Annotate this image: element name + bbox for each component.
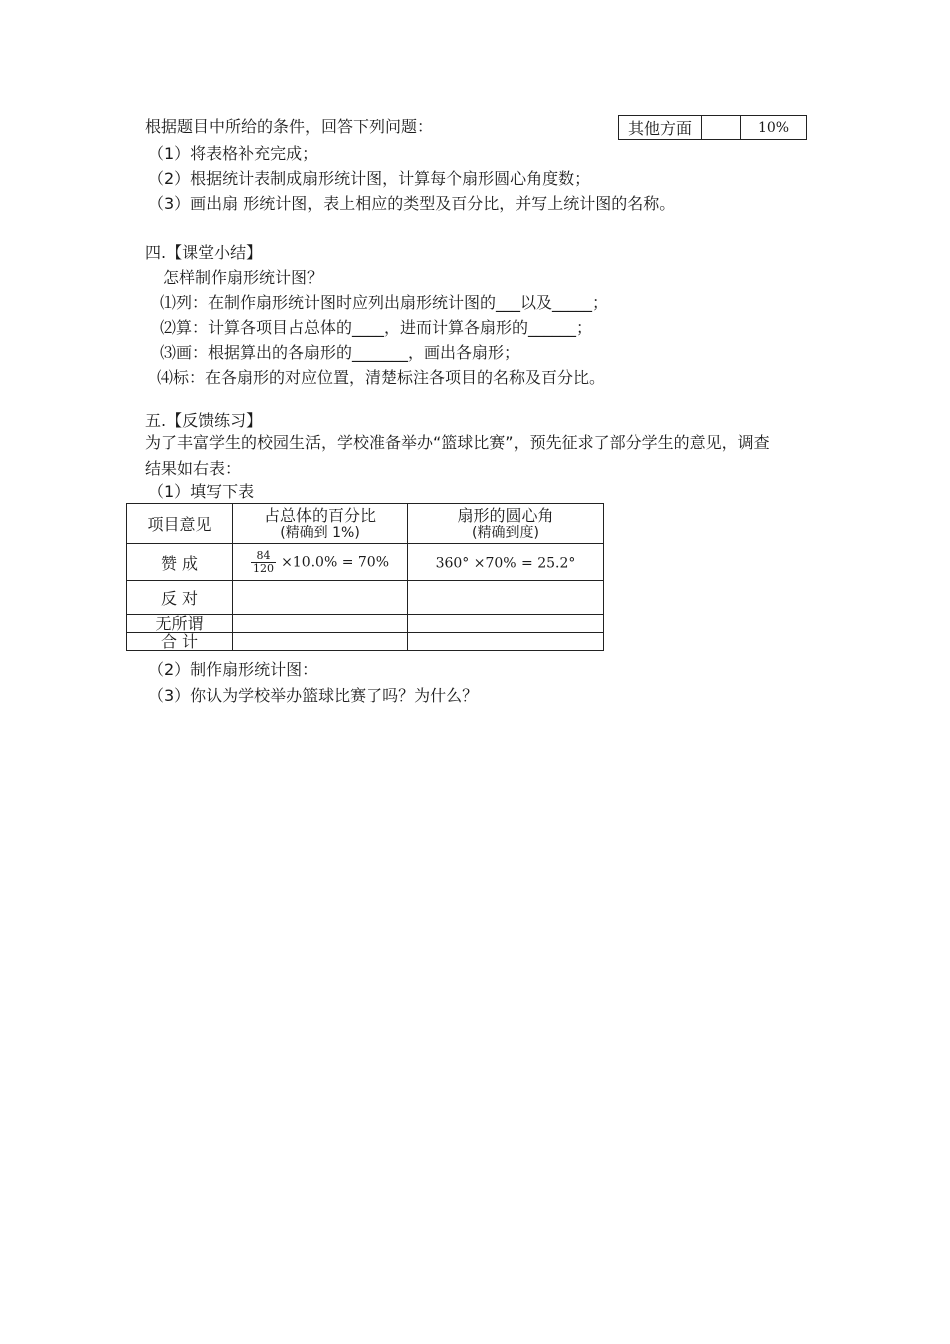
- table-row: [127, 615, 604, 633]
- summary-step-1: ⑴列：在制作扇形统计图时应列出扇形统计图的___以及_____；: [160, 293, 609, 312]
- summary-heading: 四.【课堂小结】: [145, 243, 263, 262]
- angle-cell: [408, 633, 604, 651]
- other-aspects-table: [618, 115, 807, 140]
- percentage-formula: ×10.0% = 70%: [281, 554, 390, 570]
- feedback-question-3: （3）你认为学校举办篮球比赛了吗？为什么？: [148, 686, 479, 705]
- summary-step-4: ⑷标：在各扇形的对应位置，清楚标注各项目的名称及百分比。: [157, 368, 606, 387]
- table-row: [127, 544, 604, 581]
- header-percentage-sub: (精确到 1%): [280, 524, 360, 541]
- header-item-opinion: 项目意见: [127, 504, 233, 544]
- angle-cell: [408, 544, 604, 581]
- angle-cell: [408, 581, 604, 615]
- row-label: 反 对: [127, 581, 233, 615]
- row-label: 无所谓: [127, 615, 233, 633]
- row-label: 合 计: [127, 633, 233, 651]
- feedback-table: [126, 503, 604, 651]
- summary-step-2: ⑵算：计算各项目占总体的____，进而计算各扇形的______；: [160, 318, 593, 337]
- angle-formula: 360° ×70% = 25.2°: [435, 555, 576, 571]
- fraction-numerator: 84: [251, 550, 276, 563]
- question-2: （2）根据统计表制成扇形统计图，计算每个扇形圆心角度数；: [148, 169, 591, 188]
- feedback-question-2: （2）制作扇形统计图：: [148, 660, 319, 679]
- header-percentage: [233, 504, 408, 544]
- other-aspects-blank-cell: [702, 116, 741, 140]
- question-1: （1）将表格补充完成；: [148, 144, 319, 163]
- summary-question: 怎样制作扇形统计图？: [163, 268, 324, 287]
- table-row: [127, 633, 604, 651]
- feedback-paragraph-line-1: 为了丰富学生的校园生活，学校准备举办“篮球比赛”，预先征求了部分学生的意见，调查: [145, 433, 770, 452]
- header-angle-main: 扇形的圆心角: [457, 505, 554, 525]
- feedback-question-1: （1）填写下表: [148, 482, 255, 501]
- table-row: [127, 581, 604, 615]
- fraction-denominator: 120: [252, 561, 274, 575]
- other-aspects-value: 10%: [741, 116, 807, 140]
- angle-cell: [408, 615, 604, 633]
- percentage-cell: [233, 633, 408, 651]
- question-3: （3）画出扇 形统计图，表上相应的类型及百分比，并写上统计图的名称。: [148, 194, 676, 213]
- percentage-cell: [233, 615, 408, 633]
- intro-text: 根据题目中所给的条件，回答下列问题：: [145, 117, 434, 136]
- header-angle-sub: (精确到度): [472, 524, 539, 541]
- feedback-heading: 五.【反馈练习】: [145, 411, 263, 430]
- percentage-cell: [233, 581, 408, 615]
- feedback-paragraph-line-2: 结果如右表：: [145, 459, 242, 478]
- header-percentage-main: 占总体的百分比: [263, 505, 376, 525]
- other-aspects-label: 其他方面: [619, 116, 702, 140]
- table-row: [619, 116, 807, 140]
- fraction: [251, 550, 276, 575]
- table-header-row: [127, 504, 604, 544]
- row-label: 赞 成: [127, 544, 233, 581]
- percentage-cell: [233, 544, 408, 581]
- header-central-angle: [408, 504, 604, 544]
- summary-step-3: ⑶画：根据算出的各扇形的_______，画出各扇形；: [160, 343, 521, 362]
